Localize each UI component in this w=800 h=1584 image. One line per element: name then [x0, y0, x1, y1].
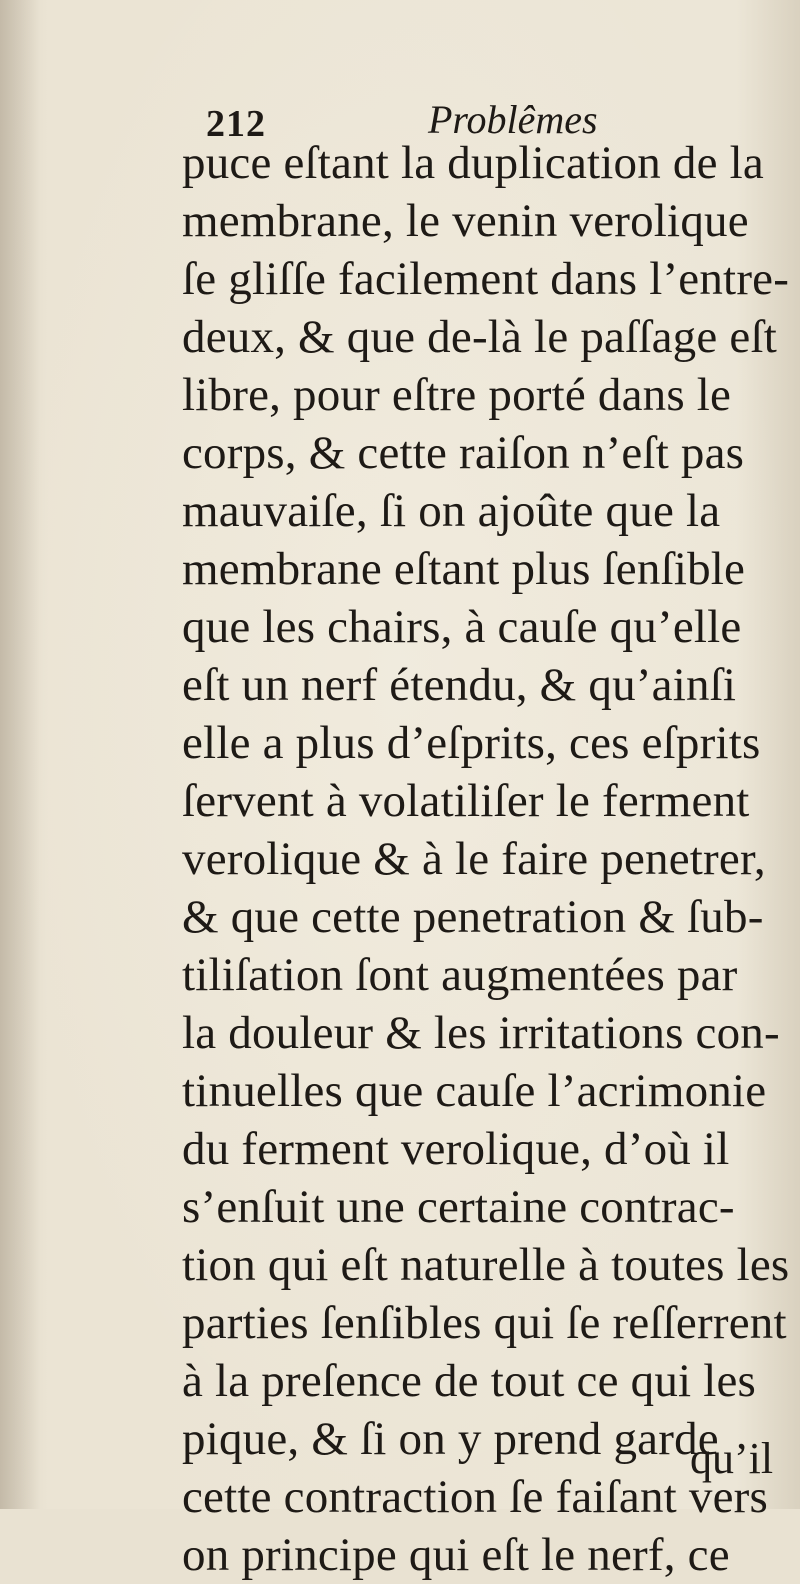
text-line: tion qui eſt naturelle à toutes les [182, 1239, 790, 1291]
text-line: libre, pour eſtre porté dans le [182, 369, 732, 421]
text-line: membrane eſtant plus ſenſible [182, 543, 746, 595]
text-line: ſervent à volatiliſer le ferment [182, 775, 750, 827]
text-line: que les chairs, à cauſe qu’elle [182, 601, 742, 653]
text-line: membrane, le venin verolique [182, 195, 749, 247]
text-line: à la preſence de tout ce qui les [182, 1355, 757, 1407]
text-line: tiliſation ſont augmentées par [182, 949, 738, 1001]
text-line: verolique & à le faire penetrer, [182, 833, 766, 885]
text-line: puce eſtant la duplication de la [182, 137, 764, 189]
text-line: corps, & cette raiſon n’eſt pas [182, 427, 745, 479]
body-text [182, 134, 790, 1584]
text-line: parties ſenſibles qui ſe reſſerrent [182, 1297, 787, 1349]
text-line: du ferment verolique, d’où il [182, 1123, 730, 1175]
page-number: 212 [206, 103, 266, 145]
running-title: Problêmes [428, 97, 598, 142]
page-gutter-shadow [0, 0, 40, 1509]
text-line: elle a plus d’eſprits, ces eſprits [182, 717, 761, 769]
text-line: deux, & que de-là le paſſage eſt [182, 311, 777, 363]
text-line: & que cette penetration & ſub- [182, 891, 764, 943]
text-line: s’enſuit une certaine contrac- [182, 1181, 735, 1233]
text-line: eſt un nerf étendu, & qu’ainſi [182, 659, 737, 711]
text-line: la douleur & les irritations con- [182, 1007, 780, 1059]
text-line: on principe qui eſt le nerf, ce [182, 1529, 730, 1581]
text-line: tinuelles que cauſe l’acrimonie [182, 1065, 767, 1117]
text-line: cette contraction ſe faiſant vers [182, 1471, 768, 1523]
text-line: mauvaiſe, ſi on ajoûte que la [182, 485, 721, 537]
text-line: pique, & ſi on y prend garde [182, 1413, 719, 1465]
catchword: qu’il [690, 1434, 774, 1483]
text-line: ſe gliſſe facilement dans l’entre- [182, 253, 790, 305]
